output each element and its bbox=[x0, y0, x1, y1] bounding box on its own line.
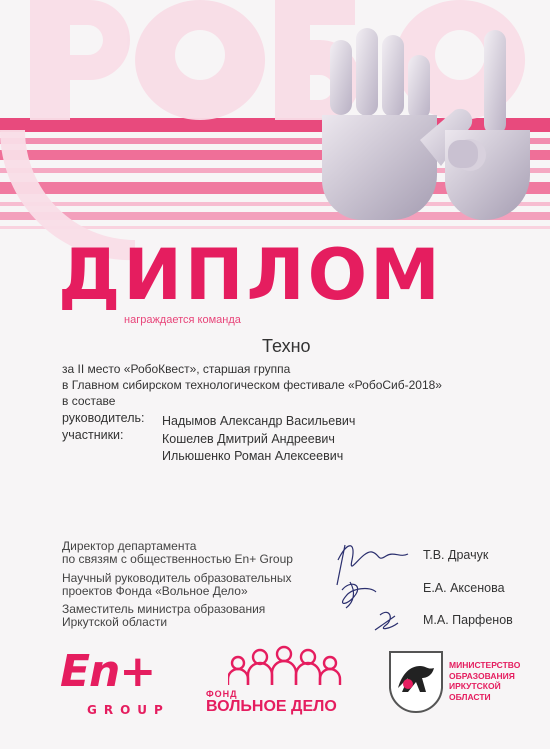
signatory-name: Е.А. Аксенова bbox=[423, 581, 505, 595]
team-name: Техно bbox=[262, 336, 311, 356]
award-line-place: за II место «РобоКвест», старшая группа bbox=[62, 362, 291, 376]
coat-of-arms-icon bbox=[388, 650, 444, 714]
award-subtitle: награждается команда bbox=[124, 314, 241, 326]
participant-name: Кошелев Дмитрий Андреевич bbox=[162, 432, 335, 446]
participants-label: участники: bbox=[62, 428, 124, 442]
enplus-logo: En+ bbox=[60, 646, 156, 697]
leader-label: руководитель: bbox=[62, 411, 145, 425]
enplus-logo-sub: GROUP bbox=[87, 703, 170, 717]
signatory-position: Научный руководитель образовательных проектов Фонда «Вольное Дело» bbox=[62, 571, 292, 598]
ministry-logo-text: МИНИСТЕРСТВО ОБРАЗОВАНИЯ ИРКУТСКОЙ ОБЛАСТИ bbox=[449, 660, 521, 702]
handwritten-signatures bbox=[320, 530, 430, 640]
diploma-title: ДИПЛОМ bbox=[58, 234, 443, 316]
signatory-name: Т.В. Драчук bbox=[423, 548, 489, 562]
fond-logo-label: ФОНД bbox=[206, 689, 238, 699]
signatory-position: Заместитель министра образования Иркутской области bbox=[62, 602, 266, 629]
fond-people-icon bbox=[228, 645, 348, 691]
leader-name: Надымов Александр Васильевич bbox=[162, 414, 356, 428]
signatory-name: М.А. Парфенов bbox=[423, 613, 513, 627]
fond-logo-name: ВОЛЬНОЕ ДЕЛО bbox=[206, 698, 337, 715]
signatory-position: Директор департамента по связям с общественностью En+ Group bbox=[62, 539, 293, 566]
award-line-composition: в составе bbox=[62, 394, 116, 408]
participant-name: Ильюшенко Роман Алексеевич bbox=[162, 449, 344, 463]
award-line-festival: в Главном сибирском технологическом фестивале «РобоСиб-2018» bbox=[62, 378, 442, 392]
